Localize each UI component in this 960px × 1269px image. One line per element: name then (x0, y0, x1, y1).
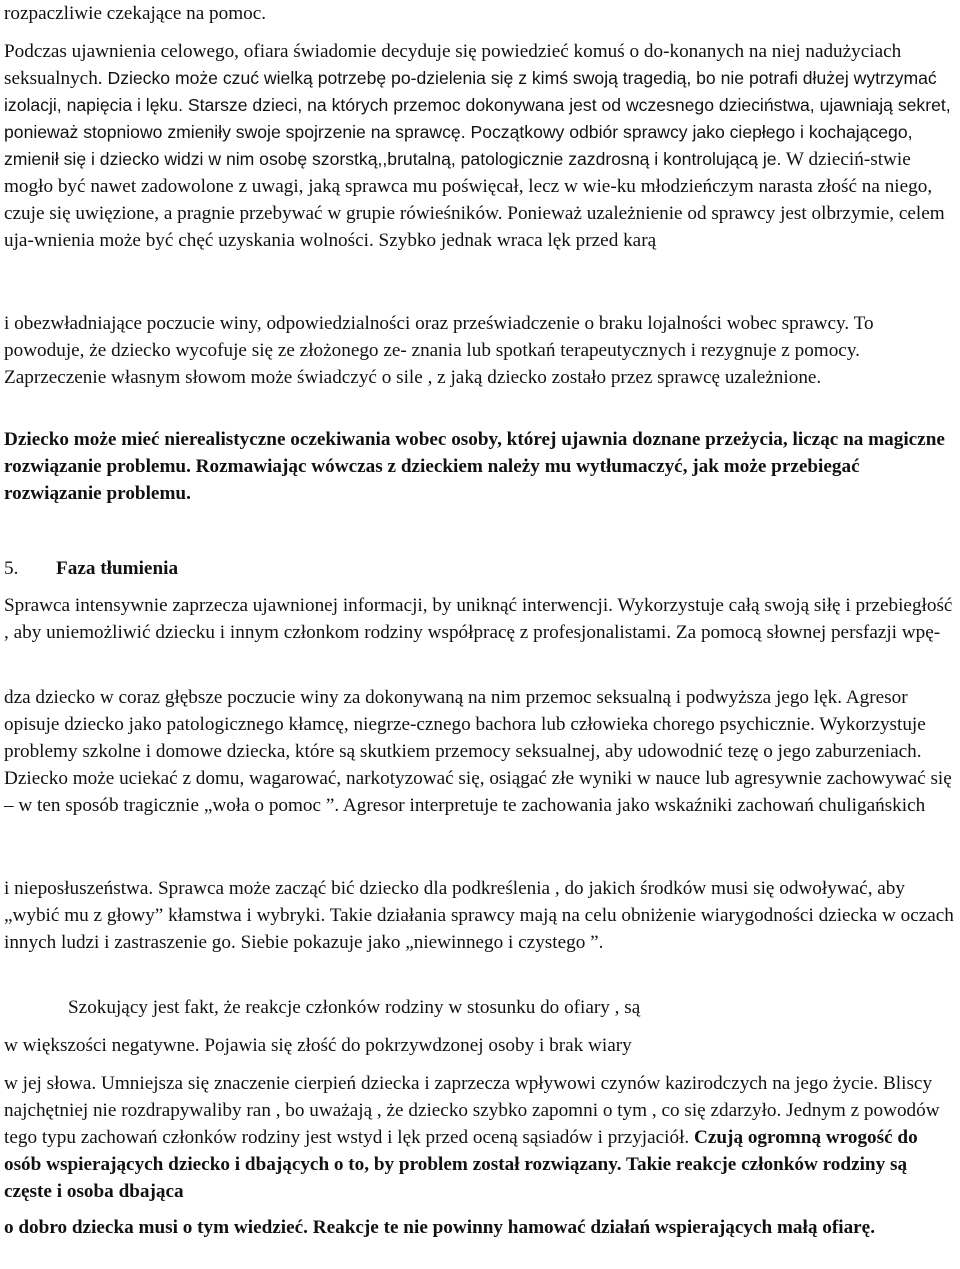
paragraph-bold-closing (4, 1214, 956, 1241)
section-title: Faza tłumienia (56, 558, 179, 579)
paragraph-guilt (4, 310, 956, 391)
paragraph-aggressor (4, 684, 956, 819)
section-number: 5. (4, 558, 19, 579)
text-run-bold: Dziecko może mieć nierealistyczne oczekiwania wobec osoby, której ujawnia doznane przeżycia, licząc na magiczne rozwiązanie problemu. Rozmawiając wówczas z dzieckiem należy mu wytłumaczyć, jak może przebiegać rozwiązanie problemu. (4, 429, 945, 504)
text-run: w jej słowa. Umniejsza się znaczenie cierpień dziecka i zaprzecza wpływowi czynów kazirodczych na jego życie. Bliscy najchętniej nie rozdrapywaliby ran , bo uważają , że dziecko szybko zapomni o tym , co się zdarzyło. Jednym z powodów tego typu zachowań członków rodziny jest wstyd i lęk przed oceną sąsiadów i przyjaciół. (4, 1073, 940, 1148)
text-run: i nieposłuszeństwa. Sprawca może zacząć bić dziecko dla podkreślenia , do jakich środków musi się odwoływać, aby „wybić mu z głowy” kłamstwa i wybryki. Takie działania sprawcy mają na celu obniżenie wiarygodności dziecka w oczach innych ludzi i zastraszenie go. Siebie pokazuje jako „niewinnego i czystego ”. (4, 878, 954, 953)
text-run-sans: Starsze dzieci, na których przemoc dokonywana jest od wczesnego dzieciństwa, ujawniają sekret, ponieważ stopniowo zmieniły swoje spojrzenie na sprawcę. (4, 95, 951, 142)
text-run-sans: Dziecko może czuć wielką potrzebę po-dzielenia się z kimś swoją tragedią, bo nie potrafi dłużej wytrzymać izolacji, napięcia i lęku. (4, 68, 937, 115)
text-run: rozpaczliwie czekające na pomoc. (4, 3, 267, 24)
text-run: Szokujący jest fakt, że reakcje członków rodziny w stosunku do ofiary , są (68, 997, 641, 1018)
text-run: Podczas ujawnienia celowego, ofiara świadomie decyduje się powiedzieć komuś o do-konanych na niej nadużyciach seksualnych. (4, 41, 902, 89)
paragraph-disclosure (4, 38, 956, 254)
section-heading (4, 555, 956, 582)
text-run: Sprawca intensywnie zaprzecza ujawnionej informacji, by uniknąć interwencji. Wykorzystuje całą swoją siłę i przebiegłość , aby uniemożliwić dziecku i innym członkom rodziny współpracę z profesjonalistami. Za pomocą słownej persfazji wpę- (4, 595, 953, 643)
text-run-bold: Czują ogromną wrogość do osób wspierających dziecko i dbających o to, by problem został rozwiązany. Takie reakcje członków rodziny są częste i osoba dbająca (4, 1127, 918, 1202)
paragraph-line (4, 1032, 956, 1059)
text-run-bold: o dobro dziecka musi o tym wiedzieć. Reakcje te nie powinny hamować działań wspierających małą ofiarę. (4, 1217, 875, 1238)
text-run-sans: Początkowy odbiór sprawcy jako ciepłego i kochającego, zmienił się i dziecko widzi w nim osobę szorstką,,brutalną, patologicznie zazdrosną i kontrolującą je. (4, 122, 913, 169)
text-run: W dzieciń-stwie mogło być nawet zadowolone z uwagi, jaką sprawca mu poświęcał, lecz w wie-ku młodzieńczym narasta złość na niego, czuje się uwięzione, a pragnie przebywać w grupie rówieśników. Ponieważ uzależnienie od sprawcy jest olbrzymie, celem uja-wnienia może być chęć uzyskania wolności. Szybko jednak wraca lęk przed karą (4, 149, 945, 251)
paragraph-bold-expectations (4, 426, 956, 507)
text-run: w większości negatywne. Pojawia się złość do pokrzywdzonej osoby i brak wiary (4, 1035, 632, 1056)
paragraph-suppression (4, 592, 956, 646)
paragraph-indented (68, 994, 956, 1021)
paragraph-disobedience (4, 875, 956, 956)
paragraph-continuation (4, 0, 956, 27)
text-run: dza dziecko w coraz głębsze poczucie winy za dokonywaną na nim przemoc seksualną i podwyższa jego lęk. Agresor opisuje dziecko jako patologicznego kłamcę, niegrze-cznego bachora lub człowieka chorego psychicznie. Wykorzystuje problemy szkolne i domowe dziecka, które są skutkiem przemocy seksualnej, aby udowodnić tezę o jego zaburzeniach. Dziecko może uciekać z domu, wagarować, narkotyzować się, osiągać złe wyniki w nauce lub agresywnie zachowywać się – w ten sposób tragicznie „woła o pomoc ”. Agresor interpretuje te zachowania jako wskaźniki zachowań chuligańskich (4, 687, 952, 816)
text-run: i obezwładniające poczucie winy, odpowiedzialności oraz przeświadczenie o braku lojalności wobec sprawcy. To powoduje, że dziecko wycofuje się ze złożonego ze- znania lub spotkań terapeutycznych i rezygnuje z pomocy. Zaprzeczenie własnym słowom może świadczyć o sile , z jaką dziecko zostało przez sprawcę uzależnione. (4, 313, 874, 388)
paragraph-family-reaction (4, 1070, 956, 1205)
